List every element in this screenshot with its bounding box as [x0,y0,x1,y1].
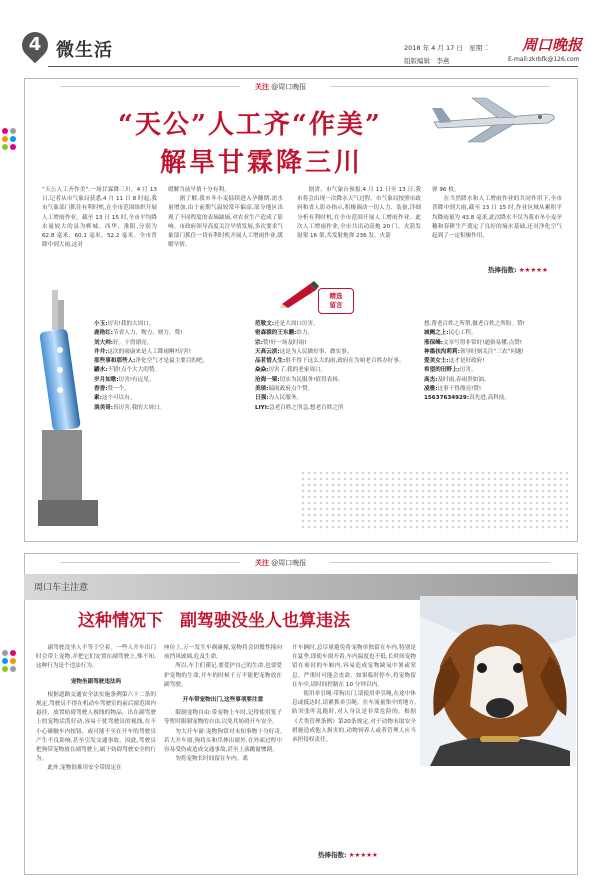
comment-item: 沧海一粟:切实为民服务!值得表扬。 [255,376,344,383]
story2-col3: 开车辆时,总尽量避免将宠物单独留在车内,特别是在夏季,即使车窗开着,车内温度也不低,长时间宠物留在密封的车厢内,容易造成宠物缺氧中暑或窒息。严重时可能会丧命。如果临时停车,将宠物留在车中,请时间控制在 10 分钟以内。 使用牵引绳:带狗出门,请使用牵引绳,在途中休息或抵达时,请紧抓牵引绳。在车流量集中的地方,防突张吓乱跑时,对人身议是非常危险的。根据《犬类管理条例》第20条规定,对于动物未取安全措施造成他人损害的,动物饲养人或者管理人应当承担侵权责任。 [292,645,416,744]
story2-label-rule-right [330,562,550,563]
dog-illustration [420,596,576,766]
story2-col1-p1: 副驾驶没坐人不等于空着。一些人开车出门时会带上宠物,并把它们安置在副驾驶上,殊不知,这种行为是个违法行为。 [36,645,156,670]
story1-hotness [488,265,548,274]
story1-label-brand: @周口晚报 [271,83,307,91]
comment-badge [318,288,354,314]
edge-dots-bottom [2,650,18,690]
comments-col2 [255,320,423,413]
story1-label [255,82,306,92]
comment-item: 井井:这次的雨康来是人工降雨啊?厉害! [94,348,191,355]
story2-title: 这种情况下 副驾驶没坐人也算违法 [78,611,350,631]
comment-item: 天高云淡:这是为人民做好事、做实事。 [255,348,353,355]
page-number: 4 [28,34,42,55]
comments-col1 [94,320,214,413]
comment-item: 鼹水:不错!点个大大的赞。 [94,367,161,374]
comment-badge-text: 精选 留言 [329,292,343,309]
story2-col1 [36,644,156,848]
story1-title-line1: “天公”人工齐“作美” [118,110,382,140]
story2-col2 [164,644,282,848]
comment-item: 素:这个可以有。 [94,395,136,402]
comment-item: 淌美哥:真厉害,我的大周口。 [94,404,166,411]
comment-item: 那些事和那些人:净化空气才是最主要目的吧。 [94,358,209,365]
story1-label-rule [60,86,240,87]
comment-item: 美琰:瑞雨政府点个赞。 [255,386,314,393]
story2-label-prefix: 关注 [255,559,269,567]
story2-col1-p2: 根据道路交通安全法实施条例第六十二条的规定,驾驶员不得在机动车驾驶室的前后窗范围内悬挂、放置妨碍驾驶人视线的物品。出在副驾驶上的宠物活泼好动,容易干扰驾驶员的视线,在不小心碰触车内按钮、或可能不至在开车的驾驶员产生不良影响,甚至引发交通事故。因此,驾驶员把狗带宠物放在副驾驶上,属于妨碍驾驶安全的行为。 此外,宠物很难用安全带固定在 [36,691,156,772]
story2-col2-subheading: 开车带宠物出门,这些事项要注意 [182,697,264,704]
story1-col3: 据省、市气象台预报,4 月 11 日至 13 日,我市将会出现一次降水天气过程。市气象局按照市政府和省人影办指示,积极调动一切人力、装备,详细分析有利时机,在全市范围开展人工增雨作业。此次人工增雨作业,全市共出动高炮 20 门、火箭发射架 16 架,共发射炮弹 236 发、火箭 [297,187,421,240]
email-line: E-mail:zkrbfk@126.com [508,56,580,63]
story2-label-rule [60,562,240,563]
story1-hotness-stars: ★★★★★ [518,266,548,274]
story2-col2-p1: 座位上,万一发生车祸碰撞,宠物将会因惯性撞向前挡风玻璃,危及生命。 所以,车主们谨记,要爱护自己的生命,也要爱护宠物的生命,开车的时候千万不能把宠物放在副驾驶。 [164,645,282,688]
story1-col4: 弹 96 枚。 在当然降水和人工增雨作业的共同作用下,全市普降中到大雨,截至 13 日 15 时,作业区域从累积平均降雨量为 43.8 毫米,此次降水不仅为我市冬小麦孕穗和春耕生产奠定了良好的墒水基础,还对净化空气起到了一定积极作用。 [432,187,562,240]
story1-title-line2: 解旱甘霖降三川 [160,148,364,178]
comment-item: 密森猿的王东鹏:给力。 [255,330,314,337]
comment-item: 邢保峰:文章写得非常好!通俗易懂,点赞! [424,339,523,346]
story1-hotness-label: 热捧指数: [488,266,517,274]
story2-col2-p2: 限制宠物自由:带宠物上车时,记得使用笼子等暂时限制宠物的自由,以免其妨碍开车安全。 勿大开车窗:宠物狗常对未知事物十分好奇,若大开车窗,狗将头和爪伸出窗外,在外面过程中容易受伤或造成交通事故,甚至上演跳窗惨剧。 勿将宠物长时间留在车内。离 [164,710,282,763]
story1-label-rule-right [330,86,550,87]
comment-item: 品茗惜人生:很不得下这么大的雨,政府在为咱老百姓办好事。 [255,358,405,365]
comment-item: 15637634929:真先进,高科技。 [424,395,510,402]
story2-col1-subheading: 宠物坐副驾驶违法吗 [70,678,122,685]
story1-col1: “天公人工齐作美”,一场甘霖降三川。4 月 13 日,记者从市气象局获悉,4 月 11 日 8 时起,我市气象部门抓住有利时机,在全市范围组织开展人工增雨作业。截至 13 日 15 时,全市平均降水量较大的县为郸城、西华、淮阳,分别为 62.8 毫米、60.1 毫米、52.2 毫米。全市普降中到大雨,这对 [42,187,159,249]
comment-item: 焱焱:厉害了,我的老家周口。 [255,367,327,374]
story2-label-brand: @周口晚报 [271,559,307,567]
header-rule [48,66,578,67]
airplane-illustration [428,96,558,144]
comment-item: 鹿艳红:节省人力、物力、财力。赞! [94,330,183,337]
dot-pattern-decoration [300,470,570,532]
comment-item: 想,帮老百姓之所帮,做老百姓之所盼。赞! [424,321,525,327]
paper-logo: 周口晚报 [522,36,583,54]
comment-item: 日强:为人民服务。 [255,395,303,402]
comment-item: 城阙之上:民心工程。 [424,330,477,337]
comment-item: 岁月如歌:厉害!有远见。 [94,376,155,383]
comment-item: 小玉:厉害!我的大周口。 [94,321,155,327]
comments-col3 [424,320,560,404]
comment-item: 高杰:及时雨,春雨贵如油。 [424,376,490,383]
section-title: 微生活 [56,40,113,61]
comment-item: 宗:赞!好一场及时雨! [255,339,307,346]
edge-dots-top [2,128,18,168]
story2-label [255,558,306,568]
comment-item: 凌雅:这事干得漂亮!赞! [424,386,482,393]
comment-item: 神墨扶沟莉莉:领导时刻关注“三农”问题! [424,348,524,355]
pencil-icon [280,280,320,308]
comment-item: 范敬文:还是大周口厉害。 [255,321,319,327]
editor-line: 组版编辑 李燕 [404,57,450,65]
story2-hotness-stars: ★★★★★ [348,851,378,859]
story2-tag: 周口车主注意 [34,583,89,593]
rocket-launcher-illustration [32,290,102,530]
page-header [0,0,600,64]
comment-item: 刘大帅:好。干得漂亮。 [94,339,153,346]
story2-hotness-label: 热捧指数: [318,851,347,859]
comment-item: 爱美女士:这才是好政府! [424,358,485,365]
story1-label-prefix: 关注 [255,83,269,91]
story1-col2: 缓解当前旱情十分有利。 据了解,我市冬小麦陆续进入孕穗期,需水量增加,由于前期气温较常年偏高,部分地区出现了不同程度的表墒缺墒,对农业生产造成了影响。市政府领导高度关注旱情发展,多次要求气象部门抓住一切有利时机开展人工增雨作业,缓解旱情。 [168,187,283,249]
comment-item: LIYI:急老百姓之所急,想老百姓之所 [255,404,344,411]
story2-hotness [318,850,378,859]
comment-item: 希望的田野上:厉害。 [424,367,477,374]
date-line: 2018 年 4 月 17 日 星期二 [404,44,489,52]
comment-item: 香香:赞一个。 [94,386,130,393]
